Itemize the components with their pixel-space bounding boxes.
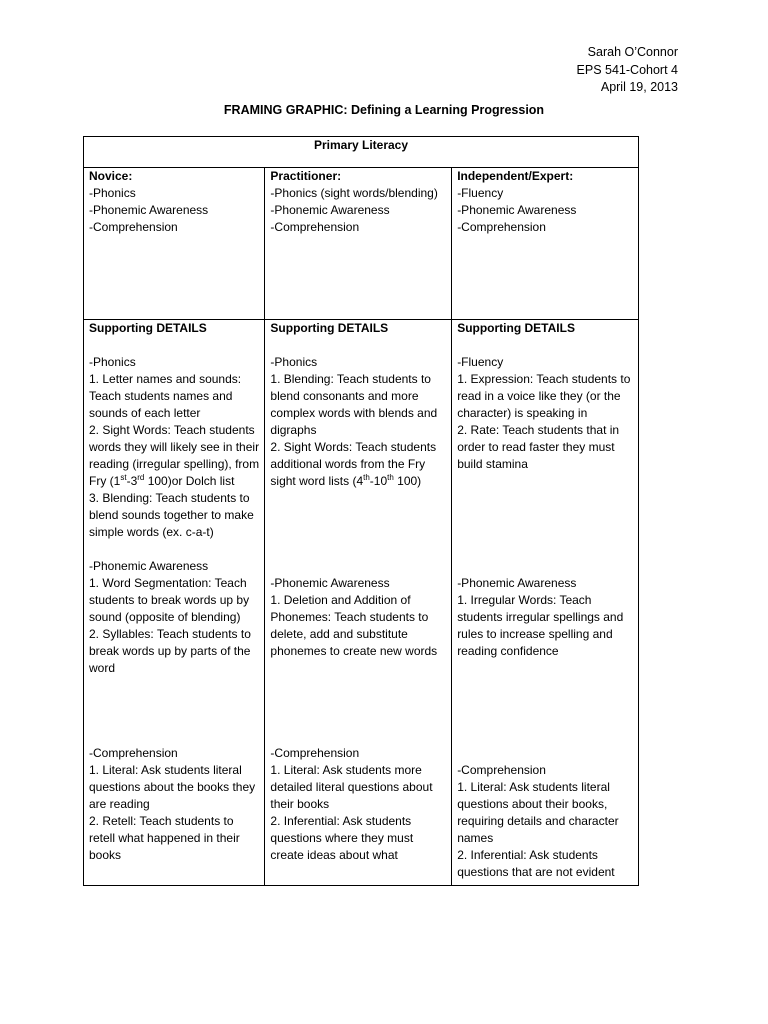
- section-heading: -Phonics: [270, 355, 318, 369]
- level-item: -Phonics (sight words/blending): [270, 186, 438, 200]
- section-heading: -Comprehension: [457, 763, 546, 777]
- level-item: -Comprehension: [89, 220, 178, 234]
- detail-line: 1. Irregular Words: Teach students irregular spellings and rules to increase spelling and reading confidence: [457, 593, 624, 658]
- detail-line: 2. Inferential: Ask students questions where they must create ideas about what: [270, 814, 414, 862]
- level-item: -Phonemic Awareness: [89, 203, 209, 217]
- document-date: April 19, 2013: [600, 80, 678, 94]
- table-title: Primary Literacy: [84, 137, 639, 168]
- detail-line: 2. Sight Words: Teach students additional words from the Fry sight word lists (4th-10th 100): [270, 440, 437, 488]
- level-item: -Phonics: [89, 186, 136, 200]
- detail-line: 1. Literal: Ask students more detailed literal questions about their books: [270, 763, 433, 811]
- level-item: -Phonemic Awareness: [457, 203, 577, 217]
- level-item: -Fluency: [457, 186, 504, 200]
- detail-line: 3. Blending: Teach students to blend sounds together to make simple words (ex. c-a-t): [89, 491, 254, 539]
- document-title: FRAMING GRAPHIC: Defining a Learning Progression: [223, 103, 545, 117]
- details-cell-novice: [84, 320, 265, 886]
- detail-line: 2. Syllables: Teach students to break words up by parts of the word: [89, 627, 251, 675]
- detail-line: 1. Deletion and Addition of Phonemes: Teach students to delete, add and substitute phonemes to create new words: [270, 593, 438, 658]
- section-heading: -Comprehension: [270, 746, 360, 760]
- header-block: [577, 44, 678, 97]
- learning-progression-table: [83, 136, 639, 886]
- detail-line: 1. Literal: Ask students literal questions about their books, requiring details and character names: [457, 780, 619, 845]
- details-row: [84, 320, 639, 886]
- detail-line: 2. Inferential: Ask students questions that are not evident: [457, 848, 615, 879]
- detail-line: 1. Blending: Teach students to blend consonants and more complex words with blends and digraphs: [270, 372, 438, 437]
- section-heading: -Phonemic Awareness: [89, 559, 209, 573]
- detail-line: 2. Sight Words: Teach students words they will likely see in their reading (irregular spelling), from Fry (1st-3rd 100)or Dolch list: [89, 423, 260, 488]
- supporting-details-label: Supporting DETAILS: [457, 321, 575, 335]
- level-item: -Phonemic Awareness: [270, 203, 390, 217]
- detail-line: 1. Letter names and sounds: Teach students names and sounds of each letter: [89, 372, 242, 420]
- section-heading: -Phonemic Awareness: [457, 576, 577, 590]
- level-item: -Comprehension: [270, 220, 360, 234]
- section-heading: -Comprehension: [89, 746, 178, 760]
- author-name: Sarah O’Connor: [587, 45, 678, 59]
- details-cell-expert: [452, 320, 639, 886]
- level-item: -Comprehension: [457, 220, 546, 234]
- level-name: Novice:: [89, 169, 133, 183]
- level-cell-novice: [84, 168, 265, 320]
- details-cell-practitioner: [265, 320, 452, 886]
- section-heading: -Phonemic Awareness: [270, 576, 390, 590]
- level-name: Practitioner:: [270, 169, 342, 183]
- section-heading: -Fluency: [457, 355, 504, 369]
- levels-row: [84, 168, 639, 320]
- level-name: Independent/Expert:: [457, 169, 574, 183]
- section-heading: -Phonics: [89, 355, 136, 369]
- level-cell-expert: [452, 168, 639, 320]
- detail-line: 1. Word Segmentation: Teach students to break words up by sound (opposite of blending): [89, 576, 250, 624]
- supporting-details-label: Supporting DETAILS: [270, 321, 389, 335]
- course-name: EPS 541-Cohort 4: [576, 62, 678, 77]
- detail-line: 2. Rate: Teach students that in order to read faster they must build stamina: [457, 423, 620, 471]
- detail-line: 2. Retell: Teach students to retell what happened in their books: [89, 814, 240, 862]
- detail-line: 1. Expression: Teach students to read in a voice like they (or the character) is speaking in: [457, 372, 631, 420]
- detail-line: 1. Literal: Ask students literal questions about the books they are reading: [89, 763, 256, 811]
- level-cell-practitioner: [265, 168, 452, 320]
- supporting-details-label: Supporting DETAILS: [89, 321, 207, 335]
